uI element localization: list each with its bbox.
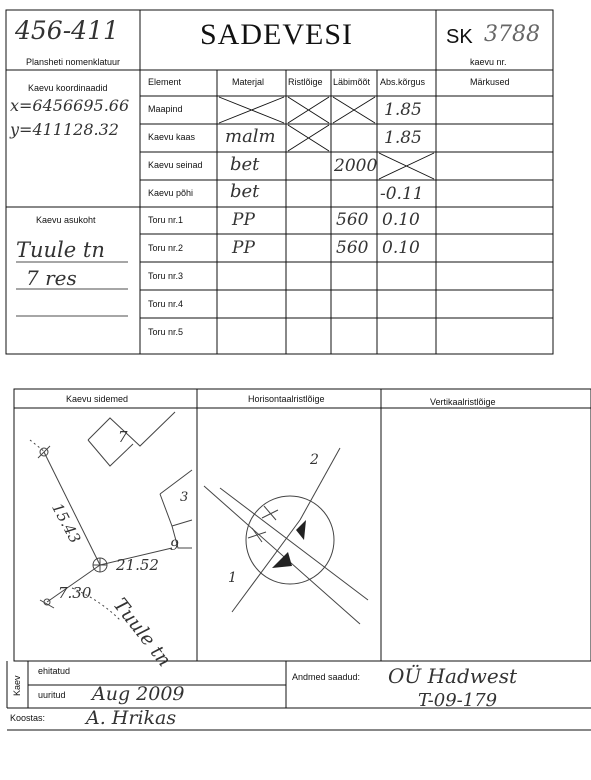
row-material: bet	[230, 181, 260, 202]
sheet-number: 456-411	[15, 16, 119, 45]
location-street: Tuule tn	[16, 238, 105, 262]
building-number-a: 7	[118, 428, 128, 446]
horizontal-section-sketch	[204, 448, 368, 624]
col-elevation: Abs.kõrgus	[380, 77, 426, 87]
location-label: Kaevu asukoht	[36, 215, 96, 225]
row-material: bet	[230, 154, 260, 175]
row-element: Kaevu kaas	[148, 132, 196, 142]
ties-label: Kaevu sidemed	[66, 394, 129, 404]
sheet-label: Plansheti nomenklatuur	[26, 57, 121, 67]
col-notes: Märkused	[470, 77, 510, 87]
kaevu-label: kaevu nr.	[470, 57, 507, 67]
row-diameter: 2000	[334, 156, 378, 176]
compiled-label: Koostas:	[10, 713, 46, 723]
row-element: Kaevu põhi	[148, 188, 194, 198]
row-diameter: 560	[336, 210, 369, 230]
kaevu-prefix: SK	[446, 26, 473, 48]
col-cross: Ristlõige	[288, 77, 323, 87]
row-element: Toru nr.4	[148, 299, 184, 309]
row-material: PP	[232, 238, 255, 258]
coord-y: y=411128.32	[10, 120, 119, 139]
row-material: malm	[225, 126, 276, 147]
coord-x: x=6456695.66	[10, 96, 130, 115]
pipe-label-2: 2	[310, 452, 319, 468]
row-diameter: 560	[336, 238, 369, 258]
tie-distance-1: 15.43	[48, 500, 85, 547]
row-element: Toru nr.2	[148, 243, 184, 253]
kaevu-number: 3788	[484, 22, 540, 47]
row-element: Toru nr.1	[148, 215, 184, 225]
street-label: Tuule tn	[108, 594, 176, 671]
location-number: 7 res	[26, 266, 77, 290]
kaev-label: Kaev	[12, 675, 22, 696]
row-elevation: 0.10	[382, 238, 420, 258]
row-element: Toru nr.3	[148, 271, 184, 281]
col-element: Element	[148, 77, 182, 87]
data-source-code: T-09-179	[418, 690, 498, 711]
horizontal-section-label: Horisontaalristlõige	[248, 394, 325, 404]
pipe-label-1: 1	[228, 570, 237, 586]
tie-distance-2: 21.52	[116, 556, 159, 574]
data-source-label: Andmed saadud:	[292, 672, 361, 682]
row-elevation: -0.11	[380, 184, 424, 204]
surveyed-label: uuritud	[38, 690, 66, 700]
pipe-direction-arrows	[272, 520, 306, 568]
col-material: Materjal	[232, 77, 265, 87]
row-element: Maapind	[148, 104, 183, 114]
col-diameter: Läbimõõt	[333, 77, 371, 87]
row-element: Kaevu seinad	[148, 160, 203, 170]
built-label: ehitatud	[38, 666, 71, 676]
row-elevation: 1.85	[384, 100, 422, 120]
coords-label: Kaevu koordinaadid	[28, 83, 108, 93]
row-material: PP	[232, 210, 255, 230]
tie-distance-3: 7.30	[58, 584, 92, 602]
building-number-c: 9	[170, 538, 179, 554]
page-title: SADEVESI	[200, 18, 354, 51]
row-elevation: 0.10	[382, 210, 420, 230]
data-source-company: OÜ Hadwest	[388, 664, 518, 688]
compiled-by: A. Hrikas	[86, 707, 177, 729]
building-number-b: 3	[180, 490, 189, 505]
vertical-section-label: Vertikaalristlõige	[430, 397, 496, 407]
row-elevation: 1.85	[384, 128, 422, 148]
row-element: Toru nr.5	[148, 327, 184, 337]
surveyed-date: Aug 2009	[92, 683, 185, 705]
